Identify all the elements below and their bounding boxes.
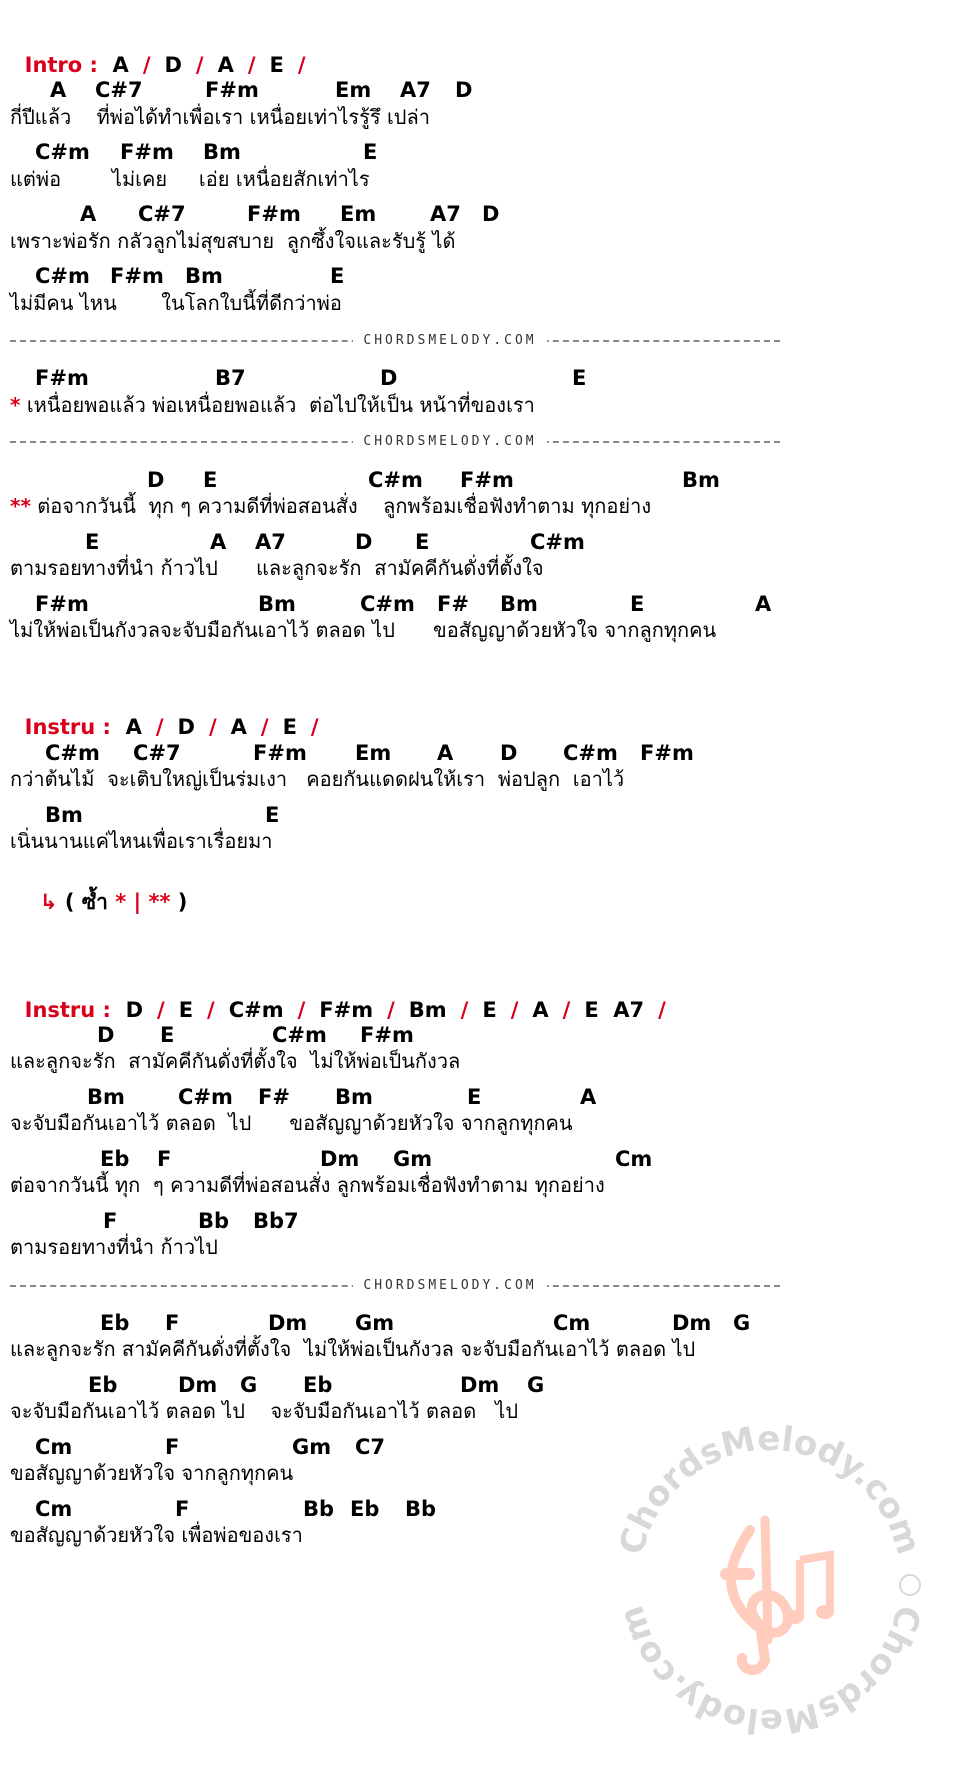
chord[interactable]: C#m xyxy=(530,530,585,554)
chord[interactable]: Eb xyxy=(303,1373,333,1397)
chord[interactable]: Eb xyxy=(100,1311,130,1335)
chord[interactable]: Dm xyxy=(268,1311,308,1335)
intro-label: Intro : xyxy=(24,53,98,77)
chord[interactable]: C#7 xyxy=(133,741,181,765)
chord[interactable]: C#7 xyxy=(138,202,186,226)
chord[interactable]: F#m xyxy=(120,140,174,164)
chord[interactable]: D xyxy=(482,202,500,226)
chord[interactable]: Cm xyxy=(35,1497,73,1521)
chord[interactable]: A xyxy=(50,78,67,102)
chord[interactable]: G xyxy=(240,1373,258,1397)
chord[interactable]: B7 xyxy=(215,366,246,390)
lyric-line: กี่ปีแล้ว ที่พ่อได้ทำเพื่อเรา เหนื่อยเท่าไรรู้รึ เปล่า xyxy=(10,105,430,129)
lyric-line: และลูกจะรัก สามัคคีกันดั่งที่ตั้งใจ ไม่ให้พ่อเป็นกังวล xyxy=(10,1049,461,1073)
treble-clef-music-note-icon xyxy=(720,1520,834,1670)
chord[interactable]: Dm xyxy=(460,1373,500,1397)
instru-label: Instru : xyxy=(24,715,111,739)
chord[interactable]: Bm xyxy=(408,998,447,1022)
lyric-line: ตามรอยทางที่นำ ก้าวไป และลูกจะรัก สามัคคีกันดั่งที่ตั้งใจ xyxy=(10,556,544,580)
lyric-line: ขอสัญญาด้วยหัวใจ เพื่อพ่อของเรา xyxy=(10,1523,303,1547)
chord[interactable]: A xyxy=(230,715,247,739)
chord[interactable]: D xyxy=(177,715,195,739)
chord[interactable]: D xyxy=(164,53,182,77)
chord[interactable]: C#m xyxy=(35,264,90,288)
chord[interactable]: A7 xyxy=(430,202,461,226)
chord[interactable]: Bm xyxy=(258,592,296,616)
chord[interactable]: C#m xyxy=(228,998,284,1022)
repeat-instruction: ↳ ( ซ้ำ * | ** ) xyxy=(40,890,188,914)
chord[interactable]: E xyxy=(85,530,100,554)
chord[interactable]: E xyxy=(160,1023,175,1047)
section-mark: ** xyxy=(10,494,31,518)
chord[interactable]: F#m xyxy=(253,741,307,765)
chord[interactable]: Gm xyxy=(292,1435,332,1459)
chordsmelody-watermark xyxy=(600,1410,940,1750)
chord[interactable]: Bm xyxy=(500,592,538,616)
chord[interactable]: Em xyxy=(335,78,372,102)
section-mark: * xyxy=(10,393,21,417)
chord[interactable]: Gm xyxy=(355,1311,395,1335)
chord[interactable]: Gm xyxy=(393,1147,433,1171)
chord[interactable]: E xyxy=(482,998,497,1022)
chord[interactable]: Eb xyxy=(100,1147,130,1171)
chord-row xyxy=(0,261,980,291)
lyric-line: ไม่มีคน ไหน ในโลกใบนี้ที่ดีกว่าพ่อ xyxy=(10,291,342,315)
lyric-line: ไม่ให้พ่อเป็นกังวลจะจับมือกันเอาไว้ ตลอด ไป ขอสัญญาด้วยหัวใจ จากลูกทุกคน xyxy=(10,618,717,642)
chord[interactable]: C#m xyxy=(272,1023,327,1047)
lyric-line: ** ต่อจากวันนี้ ทุก ๆ ความดีที่พ่อสอนสั่ง ลูกพร้อมเชื่อฟังทำตาม ทุกอย่าง xyxy=(10,494,652,518)
section-divider xyxy=(0,432,900,452)
section-divider xyxy=(0,1276,900,1296)
chord[interactable]: C#m xyxy=(45,741,100,765)
chord[interactable]: A xyxy=(755,592,772,616)
return-arrow-icon: ↳ xyxy=(40,890,58,914)
chord[interactable]: A xyxy=(80,202,97,226)
chord[interactable]: Dm xyxy=(320,1147,360,1171)
chord[interactable]: F# xyxy=(258,1085,290,1109)
chord[interactable]: E xyxy=(572,366,587,390)
lyric-line: และลูกจะรัก สามัคคีกันดั่งที่ตั้งใจ ไม่ให้พ่อเป็นกังวล จะจับมือกันเอาไว้ ตลอด ไป xyxy=(10,1337,696,1361)
chord[interactable]: A xyxy=(210,530,227,554)
chord[interactable]: E xyxy=(467,1085,482,1109)
instru-line: Instru : A / D / A / E / xyxy=(24,715,319,739)
chord[interactable]: Bm xyxy=(335,1085,373,1109)
lyric-line: ขอสัญญาด้วยหัวใจ จากลูกทุกคน xyxy=(10,1461,294,1485)
chord[interactable]: A xyxy=(437,741,454,765)
chord[interactable]: Bb xyxy=(405,1497,437,1521)
chord[interactable]: D xyxy=(97,1023,115,1047)
chord[interactable]: A xyxy=(580,1085,597,1109)
chord[interactable]: F# xyxy=(437,592,469,616)
chord[interactable]: F xyxy=(165,1311,180,1335)
lyric-line: ตามรอยทางที่นำ ก้าวไป xyxy=(10,1235,218,1259)
chord[interactable]: Bm xyxy=(203,140,241,164)
chord[interactable]: Dm xyxy=(672,1311,712,1335)
chord[interactable]: Bm xyxy=(682,468,720,492)
chord[interactable]: F#m xyxy=(247,202,301,226)
watermark-text-bottom: ChordsMelody.com xyxy=(611,1600,929,1742)
chord-row xyxy=(0,137,980,167)
chord[interactable]: D xyxy=(380,366,398,390)
chord[interactable]: F#m xyxy=(640,741,694,765)
chord[interactable]: Em xyxy=(340,202,377,226)
chord[interactable]: F#m xyxy=(360,1023,414,1047)
lyric-line: จะจับมือกันเอาไว้ ตลอด ไป จะจับมือกันเอาไว้ ตลอด ไป xyxy=(10,1399,519,1423)
intro-line: Intro : A / D / A / E / xyxy=(24,53,306,77)
chord[interactable]: Bm xyxy=(45,803,83,827)
chord[interactable]: Bb xyxy=(303,1497,335,1521)
chord[interactable]: Eb xyxy=(88,1373,118,1397)
chord[interactable]: D xyxy=(125,998,144,1022)
chord[interactable]: F#m xyxy=(460,468,514,492)
chord[interactable]: Em xyxy=(355,741,392,765)
chord[interactable]: A xyxy=(532,998,549,1022)
chord[interactable]: A xyxy=(125,715,142,739)
watermark-text-top: ChordsMelody.com xyxy=(611,1418,929,1560)
chord-row xyxy=(0,363,980,393)
chord[interactable]: F#m xyxy=(319,998,374,1022)
chord[interactable]: C7 xyxy=(355,1435,386,1459)
lyric-line: จะจับมือกันเอาไว้ ตลอด ไป ขอสัญญาด้วยหัวใจ จากลูกทุกคน xyxy=(10,1111,573,1135)
chord[interactable]: C#m xyxy=(35,140,90,164)
chord[interactable]: G xyxy=(527,1373,545,1397)
chord[interactable]: F#m xyxy=(35,592,89,616)
chord[interactable]: Eb xyxy=(350,1497,380,1521)
chord[interactable]: F xyxy=(165,1435,180,1459)
chord[interactable]: F xyxy=(175,1497,190,1521)
chord[interactable]: E xyxy=(330,264,345,288)
lyric-line: เพราะพ่อรัก กลัวลูกไม่สุขสบาย ลูกซึ้งใจและรับรู้ ได้ xyxy=(10,229,456,253)
chord[interactable]: E xyxy=(282,715,297,739)
chord[interactable]: Bm xyxy=(87,1085,125,1109)
section-divider xyxy=(0,331,900,351)
chord[interactable]: A xyxy=(217,53,234,77)
chord[interactable]: Dm xyxy=(178,1373,218,1397)
lyric-line: ต่อจากวันนี้ ทุก ๆ ความดีที่พ่อสอนสั่ง ลูกพร้อมเชื่อฟังทำตาม ทุกอย่าง xyxy=(10,1173,605,1197)
chord[interactable]: Cm xyxy=(553,1311,591,1335)
chord-row xyxy=(0,75,980,105)
chord[interactable]: A xyxy=(112,53,129,77)
chord[interactable]: C#m xyxy=(368,468,423,492)
chord[interactable]: E xyxy=(178,998,194,1022)
lyric-line: แต่พ่อ ไม่เคย เอ่ย เหนื่อยสักเท่าไร xyxy=(10,167,370,191)
chord[interactable]: Bb7 xyxy=(253,1209,299,1233)
chord[interactable]: E xyxy=(269,53,284,77)
chord[interactable]: A7 xyxy=(400,78,431,102)
chord[interactable]: F#m xyxy=(205,78,259,102)
chord[interactable]: Cm xyxy=(35,1435,73,1459)
divider-text: CHORDSMELODY.COM xyxy=(353,434,546,449)
chord[interactable]: C#m xyxy=(360,592,415,616)
chord[interactable]: E A7 xyxy=(584,998,645,1022)
chord[interactable]: E xyxy=(415,530,430,554)
chord[interactable]: D xyxy=(500,741,518,765)
chord[interactable]: F#m xyxy=(35,366,89,390)
chord[interactable]: C#m xyxy=(178,1085,233,1109)
chord[interactable]: D xyxy=(455,78,473,102)
lyric-line: เนิ่นนานแค่ไหนเพื่อเราเรื่อยมา xyxy=(10,829,273,853)
lyric-line: * เหนื่อยพอแล้ว พ่อเหนื่อยพอแล้ว ต่อไปให้เป็น หน้าที่ของเรา xyxy=(10,393,535,417)
chord[interactable]: Cm xyxy=(615,1147,653,1171)
chord[interactable]: C#7 xyxy=(95,78,143,102)
chord[interactable]: C#m xyxy=(563,741,618,765)
lyric-line: กว่าต้นไม้ จะเติบใหญ่เป็นร่มเงา คอยกันแดดฝนให้เรา พ่อปลูก เอาไว้ xyxy=(10,767,625,791)
chord[interactable]: F xyxy=(157,1147,172,1171)
chord[interactable]: D xyxy=(147,468,165,492)
instru-label: Instru : xyxy=(24,998,111,1022)
chord[interactable]: A7 xyxy=(255,530,286,554)
chord[interactable]: Bm xyxy=(185,264,223,288)
chord[interactable]: E xyxy=(203,468,218,492)
chord[interactable]: Bb xyxy=(198,1209,230,1233)
chord[interactable]: E xyxy=(363,140,378,164)
chord[interactable]: F xyxy=(103,1209,118,1233)
divider-text: CHORDSMELODY.COM xyxy=(353,1278,546,1293)
divider-text: CHORDSMELODY.COM xyxy=(353,333,546,348)
chord[interactable]: G xyxy=(733,1311,751,1335)
chord[interactable]: E xyxy=(265,803,280,827)
chord[interactable]: D xyxy=(355,530,373,554)
chord[interactable]: E xyxy=(630,592,645,616)
chord[interactable]: F#m xyxy=(110,264,164,288)
instru-line: Instru : D / E / C#m / F#m / Bm / E / A / E A7 / xyxy=(24,998,666,1022)
chord-row xyxy=(0,199,980,229)
